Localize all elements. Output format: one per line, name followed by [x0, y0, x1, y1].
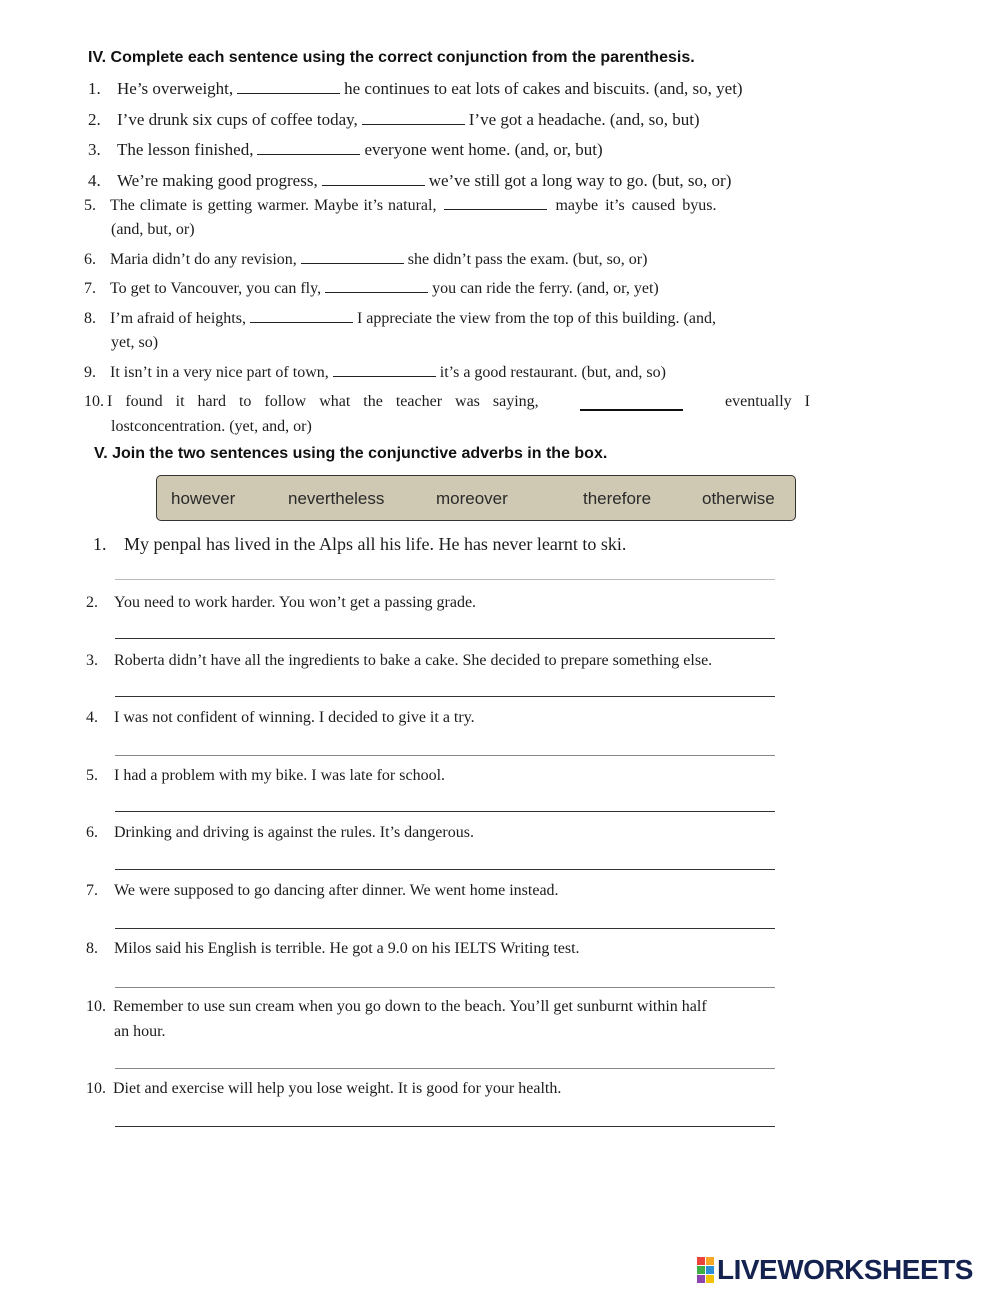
answer-line-10[interactable]: [115, 1126, 775, 1127]
join-item-2: [86, 590, 476, 615]
answer-blank[interactable]: [322, 171, 425, 186]
item-text-after: she didn’t pass the exam. (but, so, or): [407, 251, 648, 268]
answer-line-8[interactable]: [115, 987, 775, 988]
conjunction-item-3: [88, 137, 603, 162]
item-text-before: I’ve drunk six cups of coffee today,: [117, 110, 358, 129]
answer-blank[interactable]: [325, 278, 428, 293]
item-text-after: he continues to eat lots of cakes and biscuits. (and, so, yet): [344, 79, 743, 98]
item-text-before: The climate is getting warmer. Maybe it’s natural,: [110, 197, 437, 214]
item-number: 10.: [86, 998, 106, 1015]
item-number: 10.: [84, 393, 104, 410]
conjunction-item-5-continued: (and, but, or): [111, 221, 195, 238]
answer-blank[interactable]: [444, 195, 547, 210]
answer-blank[interactable]: [301, 249, 404, 264]
conjunction-item-8-continued: yet, so): [111, 334, 159, 351]
join-item-5: [86, 763, 445, 788]
join-item-1: [93, 532, 626, 557]
item-number: 6.: [84, 251, 96, 268]
item-number: 8.: [84, 310, 96, 327]
item-number: 4.: [88, 171, 101, 190]
item-number: 7.: [86, 882, 98, 899]
liveworksheets-logo: [697, 1253, 973, 1287]
item-text-after: you can ride the ferry. (and, or, yet): [432, 280, 659, 297]
item-text-before: The lesson finished,: [117, 140, 254, 159]
answer-line-2[interactable]: [115, 638, 775, 639]
conjunction-item-5: [84, 193, 716, 218]
item-text-after: I appreciate the view from the top of this building. (and,: [356, 310, 716, 327]
item-text-before: I found it hard to follow what the teacher was saying,: [107, 393, 539, 410]
answer-line-7[interactable]: [115, 928, 775, 929]
join-item-6: [86, 820, 474, 845]
conjunction-item-7: [84, 276, 659, 301]
item-text-after: everyone went home. (and, or, but): [364, 140, 603, 159]
word-moreover: moreover: [436, 489, 508, 508]
join-item-7: [86, 878, 559, 903]
item-number: 2.: [88, 110, 101, 129]
item-text-after: maybe it’s caused byus.: [555, 197, 717, 214]
join-item-4: [86, 705, 475, 730]
answer-line-3[interactable]: [115, 696, 775, 697]
item-text: Diet and exercise will help you lose weight. It is good for your health.: [113, 1080, 562, 1097]
item-text: Remember to use sun cream when you go down to the beach. You’ll get sunburnt within half: [113, 998, 707, 1015]
logo-tiles-icon: [697, 1257, 714, 1283]
word-otherwise: otherwise: [702, 489, 775, 508]
answer-line-6[interactable]: [115, 869, 775, 870]
logo-text: LIVEWORKSHEETS: [717, 1254, 973, 1285]
item-number: 3.: [86, 652, 98, 669]
join-item-8: [86, 936, 580, 961]
conjunction-item-4: [88, 168, 731, 193]
item-text-after: it’s a good restaurant. (but, and, so): [439, 364, 666, 381]
item-text: We were supposed to go dancing after dinner. We went home instead.: [114, 882, 559, 899]
answer-line-9[interactable]: [115, 1068, 775, 1069]
item-text: I had a problem with my bike. I was late for school.: [114, 767, 446, 784]
item-number: 9.: [84, 364, 96, 381]
item-text-before: Maria didn’t do any revision,: [110, 251, 297, 268]
item-number: 1.: [88, 79, 101, 98]
word-however: however: [171, 489, 236, 508]
item-text-before: To get to Vancouver, you can fly,: [110, 280, 322, 297]
item-text: My penpal has lived in the Alps all his life. He has never learnt to ski.: [124, 534, 627, 554]
item-text: Roberta didn’t have all the ingredients to bake a cake. She decided to prepare something else.: [114, 652, 713, 669]
item-text-after: I’ve got a headache. (and, so, but): [468, 110, 700, 129]
item-text: I was not confident of winning. I decided to give it a try.: [114, 709, 475, 726]
item-number: 8.: [86, 940, 98, 957]
item-number: 5.: [84, 197, 96, 214]
answer-line-5[interactable]: [115, 811, 775, 812]
item-text-before: He’s overweight,: [117, 79, 234, 98]
answer-blank[interactable]: [250, 308, 353, 323]
conjunction-item-10-continued: lostconcentration. (yet, and, or): [111, 418, 312, 435]
answer-blank[interactable]: [237, 79, 340, 94]
item-text: You need to work harder. You won’t get a passing grade.: [114, 594, 477, 611]
item-number: 4.: [86, 709, 98, 726]
word-therefore: therefore: [583, 489, 652, 508]
answer-blank[interactable]: [580, 395, 683, 411]
answer-blank[interactable]: [257, 140, 360, 155]
conjunction-item-6: [84, 247, 647, 272]
item-number: 7.: [84, 280, 96, 297]
join-item-3: [86, 648, 712, 673]
word-nevertheless: nevertheless: [288, 489, 385, 508]
word-box: [156, 475, 796, 521]
item-text-before: I’m afraid of heights,: [110, 310, 246, 327]
section-4-heading: IV. Complete each sentence using the correct conjunction from the parenthesis.: [88, 49, 695, 66]
item-number: 5.: [86, 767, 98, 784]
item-text: Drinking and driving is against the rules. It’s dangerous.: [114, 824, 474, 841]
conjunction-item-9: [84, 360, 666, 385]
join-item-9: [86, 994, 707, 1019]
item-number: 2.: [86, 594, 98, 611]
join-item-9-continued: an hour.: [114, 1023, 166, 1040]
item-text-before: It isn’t in a very nice part of town,: [110, 364, 329, 381]
answer-line-4[interactable]: [115, 755, 775, 756]
item-text-after: eventually I: [725, 393, 810, 410]
join-item-10: [86, 1076, 561, 1101]
answer-blank[interactable]: [333, 362, 436, 377]
item-number: 3.: [88, 140, 101, 159]
item-text-after: we’ve still got a long way to go. (but, so, or): [428, 171, 732, 190]
section-5-heading: V. Join the two sentences using the conjunctive adverbs in the box.: [94, 445, 608, 462]
answer-line-1[interactable]: [115, 579, 775, 580]
item-text: Milos said his English is terrible. He got a 9.0 on his IELTS Writing test.: [114, 940, 580, 957]
item-number: 6.: [86, 824, 98, 841]
item-text-before: We’re making good progress,: [117, 171, 318, 190]
answer-blank[interactable]: [362, 110, 465, 125]
conjunction-item-10: [84, 389, 810, 414]
item-number: 10.: [86, 1080, 106, 1097]
item-number: 1.: [93, 534, 107, 554]
conjunction-item-8: [84, 306, 716, 331]
conjunction-item-2: [88, 107, 700, 132]
conjunction-item-1: [88, 76, 743, 101]
